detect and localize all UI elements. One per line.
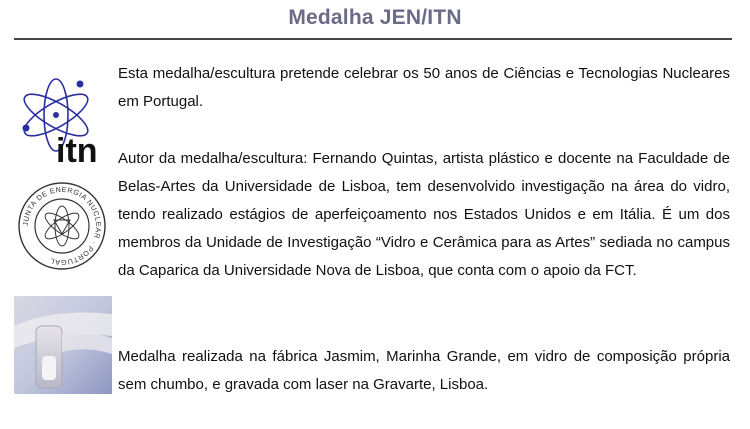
author-paragraph: Autor da medalha/escultura: Fernando Quintas, artista plástico e docente na Faculdade de Belas-Artes da Universidade de Lisboa, tem desenvolvido investigação na área do vidro, tendo realizado estágios de aperfeiçoamento nos Estados Unidos e em Itália. É um dos membros da Unidade de Investigação “Vidro e Cerâmica para as Artes” sediada no campus da Caparica da Universidade Nova de Lisboa, que conta com o apoio da FCT. bbox=[118, 150, 730, 279]
production-paragraph: Medalha realizada na fábrica Jasmim, Marinha Grande, em vidro de composição própria sem chumbo, e gravada com laser na Gravarte, Lisboa. bbox=[118, 348, 730, 393]
itn-logo-text: itn bbox=[56, 132, 98, 170]
page-title: Medalha JEN/ITN bbox=[288, 6, 462, 29]
seal-ring-text: JUNTA DE ENERGIA NUCLEAR · PORTUGAL bbox=[20, 184, 104, 268]
title-divider bbox=[14, 38, 732, 40]
svg-text:JUNTA DE ENERGIA NUCLEAR · POR bbox=[21, 185, 103, 267]
jen-seal-logo bbox=[14, 180, 110, 272]
medal-photo bbox=[14, 296, 112, 394]
glass-medal-icon bbox=[14, 296, 112, 394]
intro-paragraph: Esta medalha/escultura pretende celebrar os 50 anos de Ciências e Tecnologias Nucleares em Portugal. bbox=[118, 65, 730, 110]
seal-atom-icon bbox=[42, 206, 83, 246]
itn-logo bbox=[16, 70, 102, 180]
